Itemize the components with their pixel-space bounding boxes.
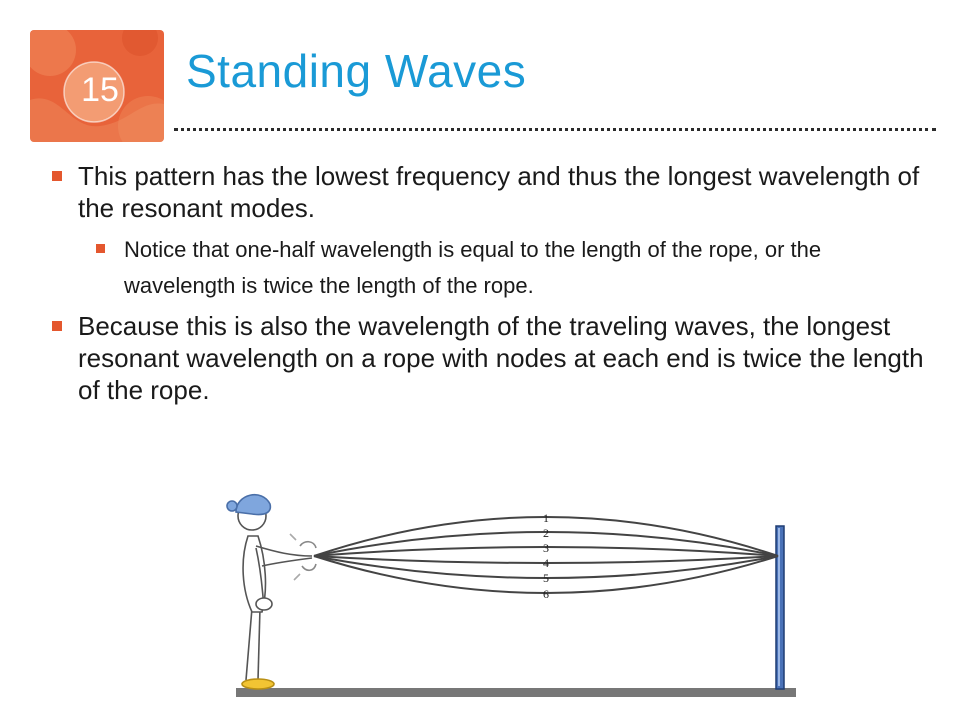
- person-figure: [227, 495, 316, 689]
- bullet-text: This pattern has the lowest frequency and thus the longest wavelength of the resonant modes.: [78, 161, 920, 223]
- bullet-item: [48, 160, 928, 224]
- rope-line: [314, 556, 778, 593]
- rope-label: 5: [543, 571, 549, 585]
- bullet-text: Because this is also the wavelength of the traveling waves, the longest resonant wavelength on a rope with nodes at each end is twice the length of the rope.: [78, 311, 924, 405]
- sub-bullet-text: Notice that one-half wavelength is equal to the length of the rope, or the wavelength is twice the length of the rope.: [124, 237, 822, 298]
- floor: [236, 688, 796, 697]
- rope-label: 3: [543, 541, 549, 555]
- wall-post: [776, 526, 784, 689]
- rope-line: [314, 517, 778, 556]
- title-divider: [174, 128, 936, 131]
- rope-line: [314, 547, 778, 556]
- chapter-number: 15: [81, 70, 119, 109]
- rope-label: 6: [543, 587, 549, 601]
- slide-title: Standing Waves: [186, 45, 527, 97]
- rope-label: 2: [543, 526, 549, 540]
- rope-line: [314, 532, 778, 556]
- rope-line: [314, 556, 778, 578]
- bullet-marker-icon: [96, 244, 105, 253]
- rope-line: [314, 556, 778, 563]
- bullet-marker-icon: [52, 321, 62, 331]
- bullet-marker-icon: [52, 171, 62, 181]
- chapter-badge: [30, 30, 164, 142]
- bullet-list: [48, 160, 928, 414]
- bullet-item: [48, 310, 928, 406]
- rope-label: 4: [543, 556, 549, 570]
- rope-envelope: [314, 517, 778, 593]
- rope-label: 1: [543, 511, 549, 525]
- sub-bullet-item: [48, 232, 928, 304]
